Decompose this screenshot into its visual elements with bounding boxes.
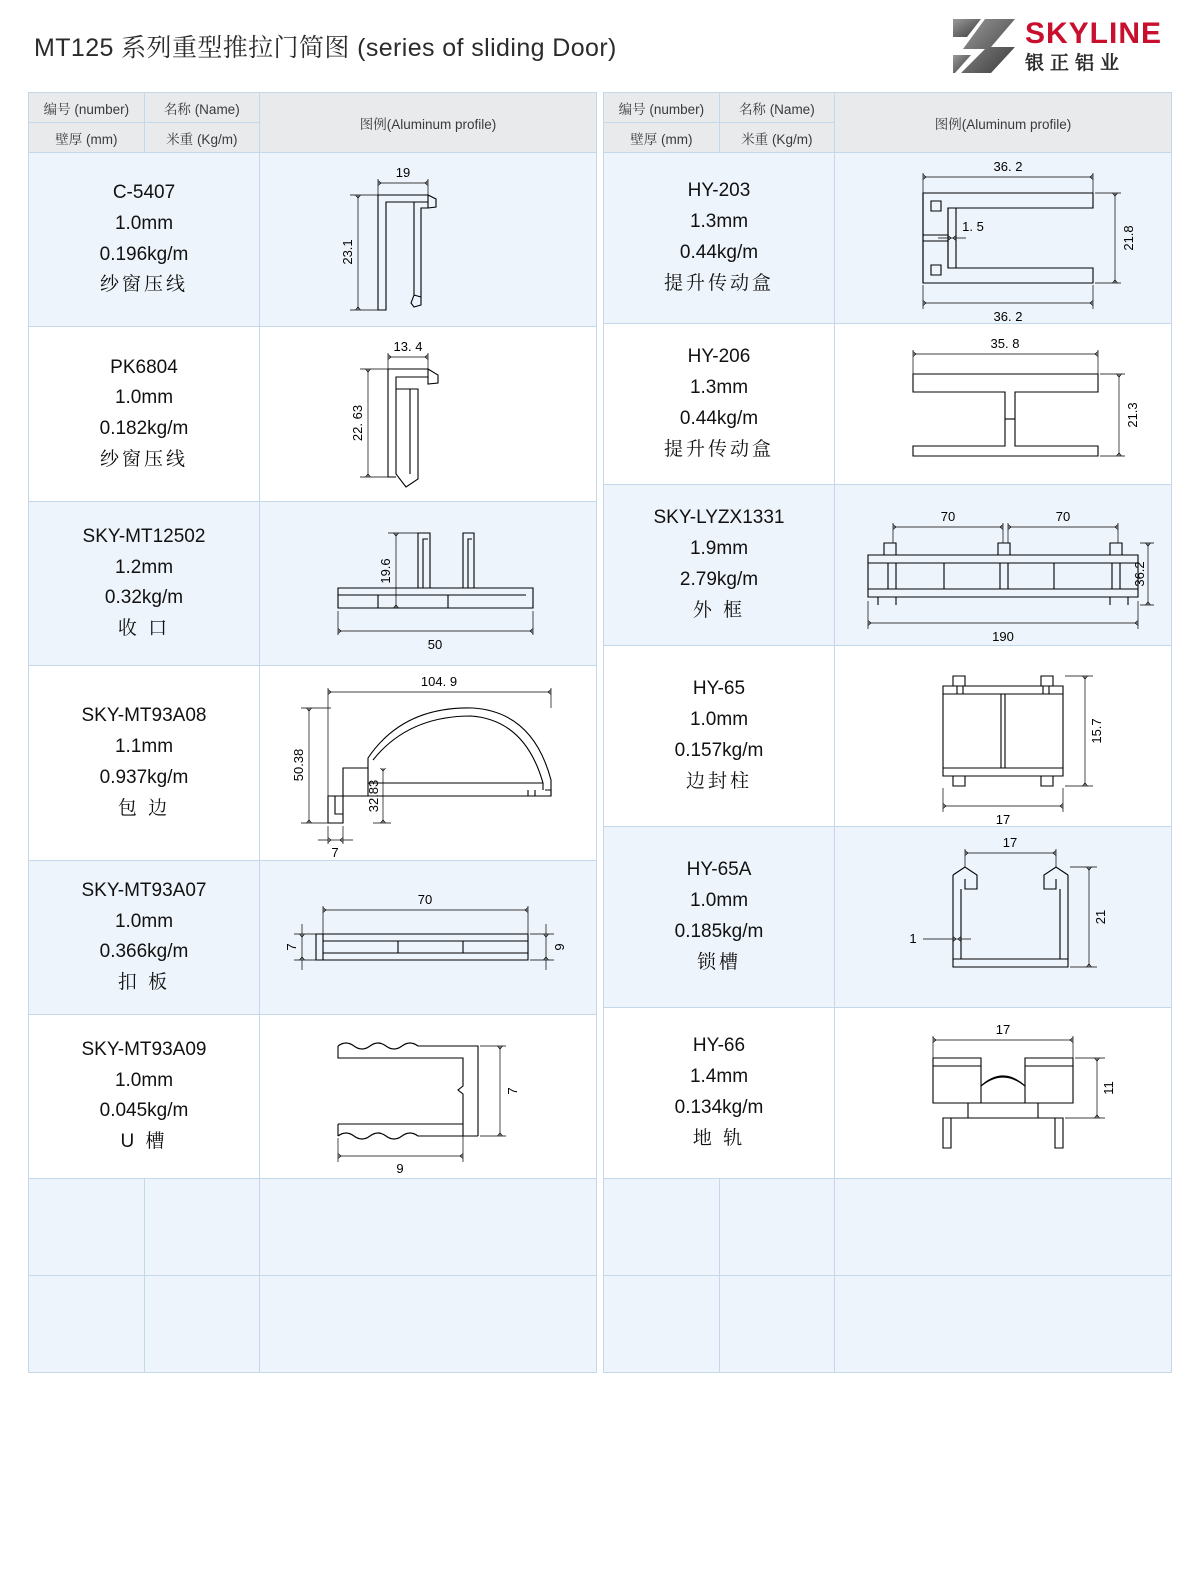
profile-code: HY-66 [692,1035,746,1057]
profile-info [29,860,260,1014]
dimension-label: 36.2 [1131,561,1147,587]
dimension-label: 36. 2 [993,309,1023,323]
dimension-label: 22. 63 [349,405,365,442]
profile-thickness: 1.1mm [114,736,174,758]
table-row [604,485,1172,646]
dimension-label: 70 [940,509,956,524]
profile-weight: 0.185kg/m [674,921,764,942]
header-name: 名称 (Name) [144,93,259,123]
table-row [29,665,597,860]
dimension-label: 21.8 [1120,225,1136,251]
dimension-label: 23.1 [339,239,355,265]
empty-cell [719,1276,834,1373]
profile-info [604,324,835,485]
empty-cell [29,1276,145,1373]
header-weight: 米重 (Kg/m) [144,123,259,153]
profile-thickness: 1.0mm [689,709,749,731]
profile-thickness: 1.2mm [114,556,174,578]
skyline-chevron-logo-icon [951,17,1017,75]
dimension-label: 17 [995,812,1011,826]
profile-code: SKY-MT93A08 [81,705,207,727]
header-image: 图例(Aluminum profile) [834,93,1171,153]
profile-info [29,153,260,327]
header-image: 图例(Aluminum profile) [259,93,596,153]
dimension-label: 21 [1092,909,1108,925]
table-row [604,646,1172,827]
dimension-label: 50.38 [290,748,306,782]
dimension-label: 11 [1100,1081,1116,1095]
profile-code: SKY-MT93A07 [81,879,207,901]
table-row [29,327,597,501]
empty-cell [259,1179,596,1276]
profile-figure [834,827,1171,1008]
profile-name: 提升传动盒 [663,272,774,294]
brand-name: SKYLINE [1024,17,1162,50]
header-thickness: 壁厚 (mm) [29,123,145,153]
table-header-row [29,93,597,123]
profile-info [29,665,260,860]
dimension-label: 104. 9 [420,673,458,689]
profile-weight: 0.196kg/m [99,243,189,265]
dimension-label: 32.83 [365,779,381,813]
dimension-label: 35. 8 [990,336,1020,351]
dimension-label: 15.7 [1088,718,1104,744]
profile-figure [259,860,596,1014]
profile-thickness: 1.3mm [689,377,749,399]
table-row [29,1014,597,1178]
profile-info [604,153,835,324]
dimension-label: 70 [1055,509,1071,524]
dimension-label: 7 [504,1087,520,1095]
profile-name: 扣 板 [117,972,171,994]
profile-figure [259,153,596,327]
dimension-label: 9 [396,1161,404,1177]
dimension-label: 190 [992,629,1014,644]
profile-name: 锁槽 [696,951,741,973]
table-header-row [604,93,1172,123]
profile-thickness: 1.0mm [114,387,174,409]
profile-figure [834,646,1171,827]
profile-name: 包 边 [117,797,171,819]
profile-thickness: 1.0mm [114,1069,174,1091]
brand-logo [951,17,1172,75]
dimension-label: 70 [417,892,433,908]
empty-cell [259,1276,596,1373]
profile-name: 外 框 [692,599,746,621]
profile-tables [28,92,1172,1373]
profile-figure [834,1008,1171,1179]
profile-weight: 0.045kg/m [99,1100,189,1122]
header-thickness: 壁厚 (mm) [604,123,720,153]
dimension-label: 1 [909,931,917,946]
profile-figure [259,501,596,665]
dimension-label: 36. 2 [993,159,1023,174]
header-number: 编号 (number) [604,93,720,123]
profile-info [604,1008,835,1179]
profile-figure [834,324,1171,485]
dimension-label: 17 [995,1022,1011,1037]
table-row [29,860,597,1014]
profile-weight: 0.366kg/m [99,941,189,963]
profile-name: 收 口 [117,618,171,640]
profile-code: SKY-MT93A09 [81,1038,207,1060]
table-row [604,324,1172,485]
dimension-label: 17 [1002,835,1018,850]
profile-code: PK6804 [110,356,178,378]
table-row-empty [604,1179,1172,1276]
profile-info [604,646,835,827]
profile-thickness: 1.0mm [689,890,749,912]
dimension-label: 19 [395,164,411,180]
dimension-label: 1. 5 [962,219,984,234]
dimension-label: 19.6 [377,558,393,585]
profile-name: 纱窗压线 [99,448,188,470]
empty-cell [29,1179,145,1276]
table-row [604,827,1172,1008]
table-row [604,153,1172,324]
header-weight: 米重 (Kg/m) [719,123,834,153]
profile-name: 边封柱 [685,770,752,792]
brand-name-cn: 银正铝业 [1024,53,1125,74]
profile-figure [259,1014,596,1178]
empty-cell [834,1179,1171,1276]
profile-info [29,501,260,665]
profile-name: 地 轨 [692,1127,746,1149]
profile-name: 提升传动盒 [663,438,774,460]
profile-thickness: 1.0mm [114,910,174,932]
profile-code: HY-65 [692,678,746,700]
header-name: 名称 (Name) [719,93,834,123]
table-row-empty [604,1276,1172,1373]
empty-cell [719,1179,834,1276]
dimension-label: 9 [551,943,567,951]
profile-thickness: 1.3mm [689,211,749,233]
empty-cell [144,1179,259,1276]
table-row-empty [29,1276,597,1373]
dimension-label: 7 [331,844,339,858]
empty-cell [144,1276,259,1373]
profile-weight: 2.79kg/m [679,569,759,590]
profile-code: SKY-LYZX1331 [653,507,785,529]
profile-figure [834,153,1171,324]
dimension-label: 7 [283,943,299,951]
profile-code: HY-203 [687,180,751,202]
profile-weight: 0.182kg/m [99,418,189,440]
profile-code: HY-206 [687,346,751,368]
profile-name: 纱窗压线 [99,274,188,296]
profile-thickness: 1.0mm [114,212,174,234]
profile-figure [834,485,1171,646]
profile-weight: 0.44kg/m [679,408,759,429]
page-title: MT125 系列重型推拉门简图 (series of sliding Door) [34,34,617,62]
empty-cell [604,1276,720,1373]
profile-name: U 槽 [120,1131,168,1153]
profile-table-left [28,92,597,1373]
table-row [29,153,597,327]
profile-info [29,327,260,501]
empty-cell [604,1179,720,1276]
brand-text [1025,19,1162,73]
profile-weight: 0.32kg/m [104,587,184,609]
profile-weight: 0.134kg/m [674,1097,764,1118]
profile-table-right [603,92,1172,1373]
header-number: 编号 (number) [29,93,145,123]
profile-figure [259,665,596,860]
table-row [604,1008,1172,1179]
page-header [28,0,1172,92]
dimension-label: 21.3 [1124,402,1140,428]
profile-weight: 0.937kg/m [99,766,189,788]
profile-code: SKY-MT12502 [82,525,206,547]
profile-code: HY-65A [686,859,752,881]
profile-weight: 0.44kg/m [679,242,759,263]
profile-thickness: 1.4mm [689,1066,749,1088]
table-row-empty [29,1179,597,1276]
profile-weight: 0.157kg/m [674,740,764,761]
empty-cell [834,1276,1171,1373]
profile-info [604,827,835,1008]
profile-figure [259,327,596,501]
profile-info [29,1014,260,1178]
table-row [29,501,597,665]
dimension-label: 13. 4 [393,339,423,355]
dimension-label: 50 [427,637,443,653]
profile-info [604,485,835,646]
profile-code: C-5407 [112,182,176,204]
profile-thickness: 1.9mm [689,538,749,560]
